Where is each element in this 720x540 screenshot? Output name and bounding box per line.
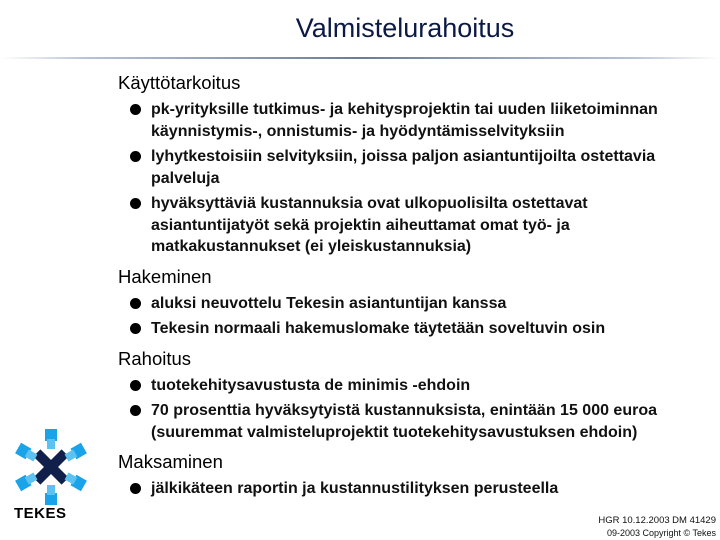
- bullet-text-line: käynnistymis-, onnistumis- ja hyödyntämisselvityksiin: [151, 122, 565, 140]
- footer-copyright: 09-2003 Copyright © Tekes: [606, 528, 716, 538]
- bullet-item: [118, 375, 720, 397]
- section-heading: Maksaminen: [118, 451, 223, 472]
- section: [118, 266, 720, 340]
- bullet-text-line: hyväksyttäviä kustannuksia ovat ulkopuolisilta ostettavat: [151, 195, 588, 212]
- section-heading: Rahoitus: [118, 347, 192, 369]
- bullet-list: [118, 375, 720, 444]
- bullet-text-line: tuotekehitysavustusta de minimis -ehdoin: [151, 376, 471, 394]
- bullet-dot-icon: [130, 483, 141, 494]
- bullet-text-line: (suuremmat valmisteluprojektit tuotekehitysavustuksen ehdoin): [151, 423, 638, 441]
- bullet-list: [118, 293, 720, 340]
- footer-doc-id: DM 41429: [672, 515, 716, 526]
- bullet-item: [118, 293, 720, 315]
- bullet-item: [118, 193, 720, 258]
- bullet-item: [118, 318, 720, 340]
- tekes-logo-text: TEKES: [14, 505, 67, 522]
- slide-title: Valmistelurahoitus: [295, 13, 515, 43]
- slide-content: [118, 72, 720, 508]
- section-heading: Hakeminen: [118, 265, 212, 287]
- bullet-dot-icon: [130, 380, 141, 391]
- bullet-dot-icon: [130, 198, 141, 209]
- bullet-text-line: matkakustannukset (ei yleiskustannuksia): [151, 238, 472, 255]
- bullet-dot-icon: [130, 298, 141, 309]
- bullet-item: [118, 478, 720, 500]
- bullet-item: [118, 146, 720, 189]
- bullet-list: [118, 99, 720, 258]
- bullet-dot-icon: [130, 405, 141, 416]
- bullet-list: [118, 478, 720, 500]
- footer: [598, 514, 716, 540]
- bullet-text-line: lyhytkestoisiin selvityksiin, joissa paljon asiantuntijoilta ostettavia: [151, 148, 656, 165]
- bullet-text-line: asiantuntijatyöt sekä projektin aiheuttamat omat työ- ja: [151, 216, 570, 234]
- section-heading: Käyttötarkoitus: [118, 72, 241, 93]
- bullet-text-line: Tekesin normaali hakemuslomake täytetään soveltuvin osin: [151, 320, 606, 337]
- section: [118, 451, 720, 500]
- bullet-item: [118, 99, 720, 142]
- bullet-text-line: aluksi neuvottelu Tekesin asiantuntijan kanssa: [151, 294, 507, 312]
- bullet-dot-icon: [130, 323, 141, 334]
- bullet-text-line: 70 prosenttia hyväksytyistä kustannuksista, enintään 15 000 euroa: [151, 402, 657, 419]
- bullet-text-line: jälkikäteen raportin ja kustannustilityksen perusteella: [151, 480, 559, 497]
- footer-line-1: [598, 514, 716, 527]
- bullet-dot-icon: [130, 104, 141, 115]
- footer-author-date: HGR 10.12.2003: [598, 515, 670, 526]
- bullet-dot-icon: [130, 151, 141, 162]
- bullet-text-line: palveluja: [151, 169, 220, 187]
- bullet-item: [118, 400, 720, 443]
- title-divider: [0, 57, 720, 59]
- bullet-text-line: pk-yrityksille tutkimus- ja kehitysprojektin tai uuden liiketoiminnan: [151, 101, 658, 118]
- section: [118, 348, 720, 444]
- section: [118, 72, 720, 258]
